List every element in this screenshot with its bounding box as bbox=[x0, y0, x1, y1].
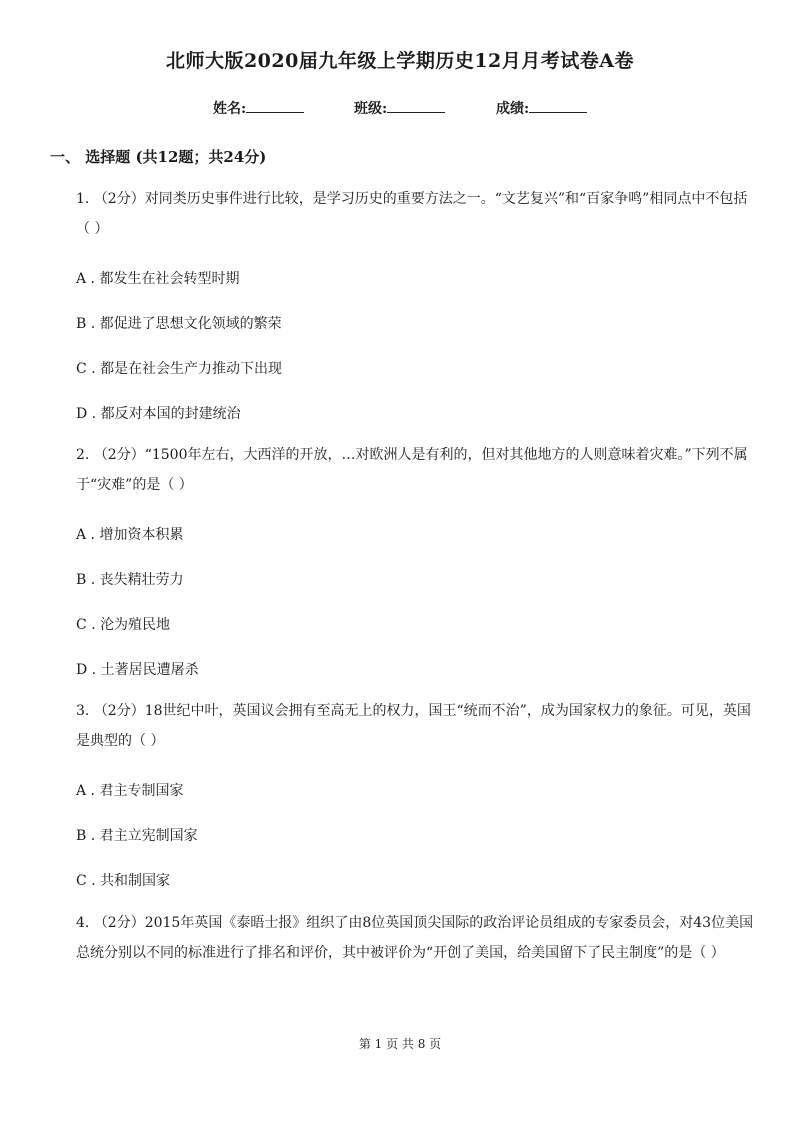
q3-option-a: A . 君主专制国家 bbox=[76, 783, 184, 799]
q1-option-b: B . 都促进了思想文化领域的繁荣 bbox=[76, 316, 282, 332]
question-1-text: 1. （2分）对同类历史事件进行比较，是学习历史的重要方法之一。“文艺复兴”和“百家争鸣”相同点中不包括（ ） bbox=[76, 191, 748, 237]
q1-option-c: C . 都是在社会生产力推动下出现 bbox=[76, 361, 283, 377]
q2-option-a: A . 增加资本积累 bbox=[76, 527, 184, 543]
question-3 bbox=[50, 696, 755, 756]
score-blank bbox=[529, 98, 587, 113]
class-label: 班级: bbox=[354, 101, 388, 117]
name-blank bbox=[246, 98, 304, 113]
q2-option-c: C . 沦为殖民地 bbox=[76, 617, 171, 633]
q2-option-d: D . 土著居民遭屠杀 bbox=[76, 662, 199, 678]
question-4-text: 4. （2分）2015年英国《泰晤士报》组织了由8位英国顶尖国际的政治评论员组成的专家委员会，对43位美国总统分别以不同的标准进行了排名和评价，其中被评价为“开创了美国，给美国留下了民主制度”的是（ ） bbox=[76, 915, 754, 961]
score-label: 成绩: bbox=[496, 101, 530, 117]
class-blank bbox=[387, 98, 445, 113]
section-heading: 一、 选择题 (共12题；共24分) bbox=[50, 148, 267, 166]
name-label: 姓名: bbox=[213, 101, 247, 117]
q1-option-d: D . 都反对本国的封建统治 bbox=[76, 406, 241, 422]
q3-option-b: B . 君主立宪制国家 bbox=[76, 828, 198, 844]
name-field bbox=[213, 98, 304, 118]
question-3-text: 3. （2分）18世纪中叶，英国议会拥有至高无上的权力，国王“统而不治”，成为国家权力的象征。可见，英国是典型的（ ） bbox=[76, 703, 751, 749]
q2-option-b: B . 丧失精壮劳力 bbox=[76, 572, 184, 588]
exam-title: 北师大版2020届九年级上学期历史12月月考试卷A卷 bbox=[165, 50, 635, 72]
page-footer: 第 1 页 共 8 页 bbox=[358, 1037, 442, 1051]
class-field bbox=[354, 98, 445, 118]
q3-option-c: C . 共和制国家 bbox=[76, 873, 171, 889]
question-4 bbox=[50, 908, 755, 968]
question-2 bbox=[50, 440, 755, 500]
question-1 bbox=[50, 184, 755, 244]
q1-option-a: A . 都发生在社会转型时期 bbox=[76, 271, 240, 287]
score-field bbox=[496, 98, 587, 118]
question-2-text: 2. （2分）“1500年左右，大西洋的开放，…对欧洲人是有利的，但对其他地方的人则意味着灾难。”下列不属于“灾难”的是（ ） bbox=[76, 447, 748, 493]
